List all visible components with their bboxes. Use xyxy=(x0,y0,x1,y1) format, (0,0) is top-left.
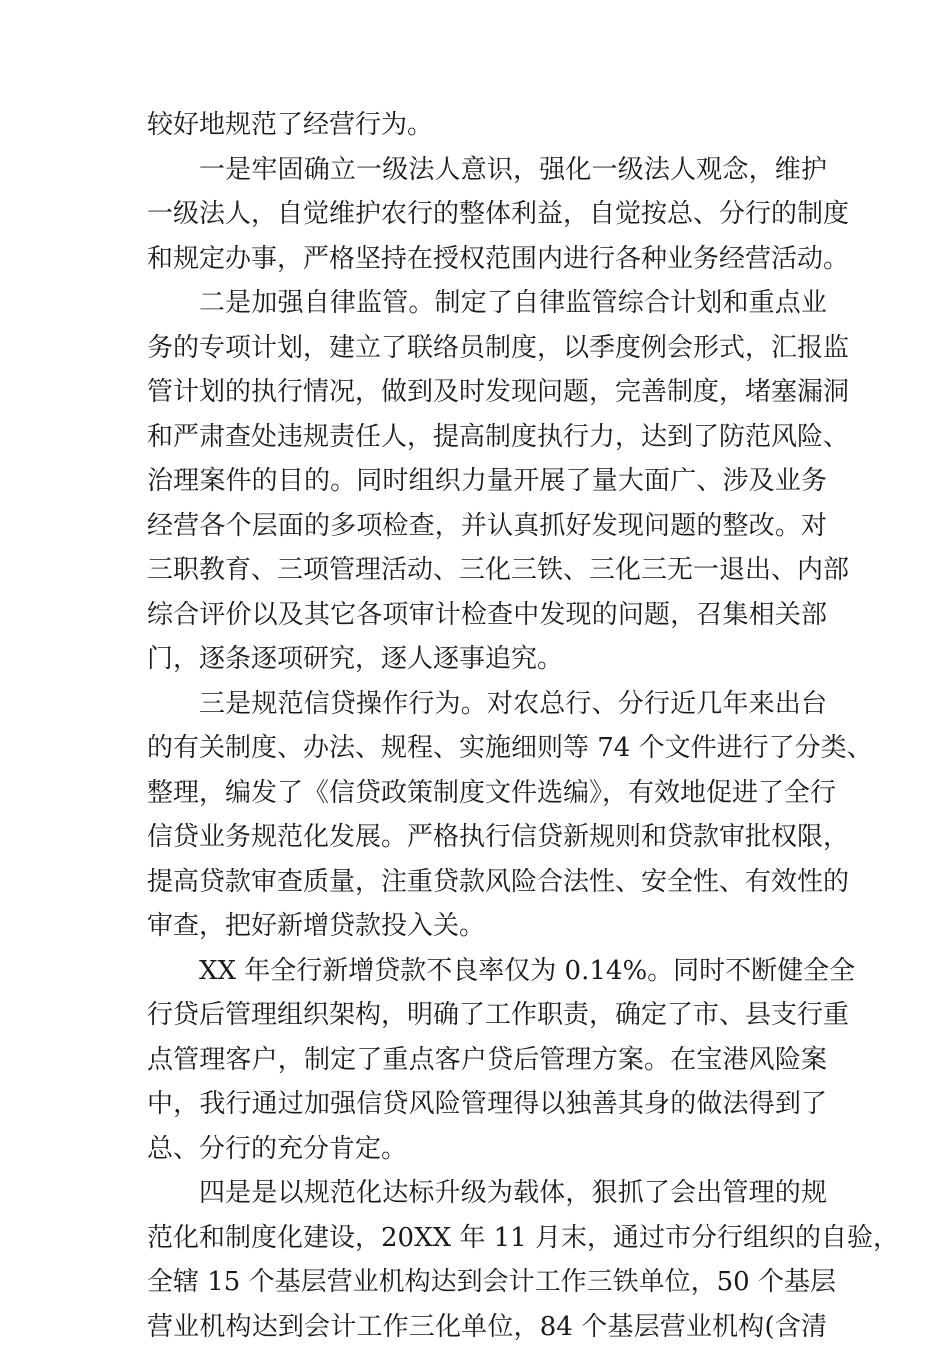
text-line-25: 四是是以规范化达标升级为载体，狠抓了会出管理的规 xyxy=(199,1178,827,1208)
text-line-20: XX 年全行新增贷款不良率仅为 0.14%。同时不断健全全 xyxy=(199,956,856,986)
text-line-23: 中，我行通过加强信贷风险管理得以独善其身的做法得到了 xyxy=(147,1089,827,1119)
text-line-6: 务的专项计划，建立了联络员制度，以季度例会形式，汇报监 xyxy=(147,333,850,363)
text-line-28: 营业机构达到会计工作三化单位，84 个基层营业机构(含清 xyxy=(147,1312,827,1342)
text-line-17: 信贷业务规范化发展。严格执行信贷新规则和贷款审批权限， xyxy=(147,822,850,852)
text-line-9: 治理案件的目的。同时组织力量开展了量大面广、涉及业务 xyxy=(147,466,827,496)
text-line-2: 一是牢固确立一级法人意识，强化一级法人观念，维护 xyxy=(199,155,827,185)
text-line-26: 范化和制度化建设，20XX 年 11 月末，通过市分行组织的自验， xyxy=(147,1223,899,1253)
text-line-15: 的有关制度、办法、规程、实施细则等 74 个文件进行了分类、 xyxy=(147,733,873,763)
text-line-12: 综合评价以及其它各项审计检查中发现的问题，召集相关部 xyxy=(147,600,827,630)
text-line-24: 总、分行的充分肯定。 xyxy=(147,1134,408,1164)
text-line-5: 二是加强自律监管。制定了自律监管综合计划和重点业 xyxy=(199,288,827,318)
text-line-1: 较好地规范了经营行为。 xyxy=(147,110,434,140)
text-line-4: 和规定办事，严格坚持在授权范围内进行各种业务经营活动。 xyxy=(147,244,850,274)
text-line-3: 一级法人，自觉维护农行的整体利益，自觉按总、分行的制度 xyxy=(147,199,850,229)
text-line-13: 门，逐条逐项研究，逐人逐事追究。 xyxy=(147,644,564,674)
text-line-8: 和严肃查处违规责任人，提高制度执行力，达到了防范风险、 xyxy=(147,422,850,452)
text-line-18: 提高贷款审查质量，注重贷款风险合法性、安全性、有效性的 xyxy=(147,867,850,897)
text-line-10: 经营各个层面的多项检查，并认真抓好发现问题的整改。对 xyxy=(147,511,827,541)
text-line-27: 全辖 15 个基层营业机构达到会计工作三铁单位，50 个基层 xyxy=(147,1267,836,1297)
text-line-22: 点管理客户，制定了重点客户贷后管理方案。在宝港风险案 xyxy=(147,1045,827,1075)
text-line-16: 整理，编发了《信贷政策制度文件选编》，有效地促进了全行 xyxy=(147,778,837,808)
text-line-21: 行贷后管理组织架构，明确了工作职责，确定了市、县支行重 xyxy=(147,1000,850,1030)
text-line-14: 三是规范信贷操作行为。对农总行、分行近几年来出台 xyxy=(199,689,827,719)
text-line-19: 审查，把好新增贷款投入关。 xyxy=(147,911,486,941)
text-line-11: 三职教育、三项管理活动、三化三铁、三化三无一退出、内部 xyxy=(147,555,850,585)
text-line-7: 管计划的执行情况，做到及时发现问题，完善制度，堵塞漏洞 xyxy=(147,377,850,407)
